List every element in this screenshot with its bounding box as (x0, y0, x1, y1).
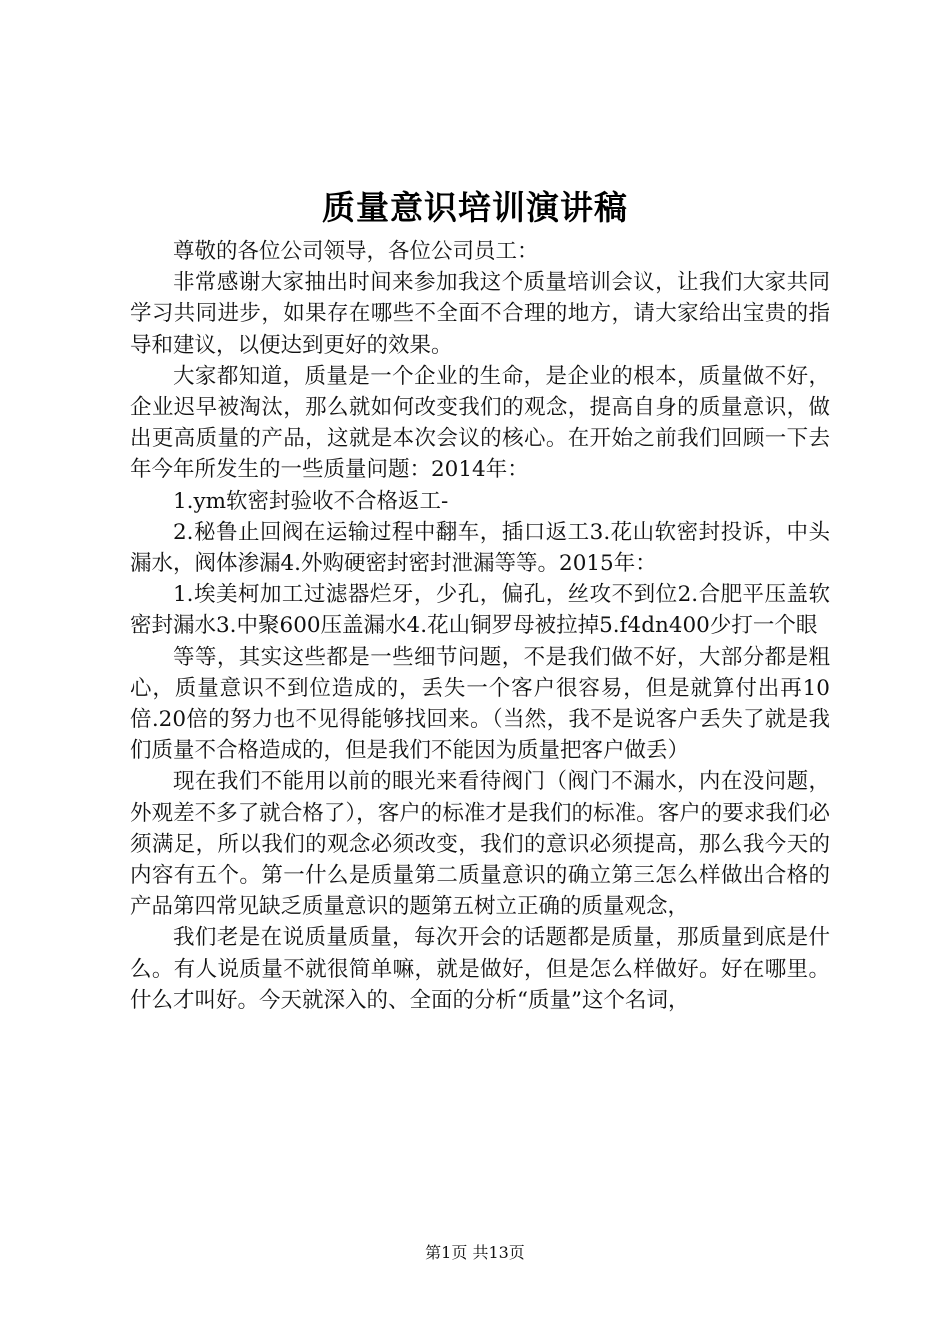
list-paragraph: 2.秘鲁止回阀在运输过程中翻车，插口返工3.花山软密封投诉，中头漏水，阀体渗漏4.外购硬密封密封泄漏等等。2015年： (130, 519, 830, 577)
document-body (130, 236, 830, 1016)
salutation-paragraph: 尊敬的各位公司领导，各位公司员工： (173, 239, 539, 264)
list-paragraph: 1.埃美柯加工过滤器烂牙，少孔，偏孔，丝攻不到位2.合肥平压盖软密封漏水3.中聚600压盖漏水4.花山铜罗母被拉掉5.f4dn400少打一个眼 (130, 582, 830, 639)
body-paragraph: 大家都知道，质量是一个企业的生命，是企业的根本，质量做不好，企业迟早被淘汰，那么就如何改变我们的观念，提高自身的质量意识，做出更高质量的产品，这就是本次会议的核心。在开始之前我们回顾一下去年今年所发生的一些质量问题：2014年： (130, 363, 830, 483)
document-title: 质量意识培训演讲稿 (322, 188, 628, 227)
body-paragraph: 我们老是在说质量质量，每次开会的话题都是质量，那质量到底是什么。有人说质量不就很简单嘛，就是做好，但是怎么样做好。好在哪里。什么才叫好。今天就深入的、全面的分析“质量”这个名词， (130, 925, 830, 1013)
body-paragraph: 等等，其实这些都是一些细节问题，不是我们做不好，大部分都是粗心，质量意识不到位造成的，丢失一个客户很容易，但是就算付出再10倍.20倍的努力也不见得能够找回来。（当然，我不是说客户丢失了就是我们质量不合格造成的，但是我们不能因为质量把客户做丢） (130, 644, 830, 764)
page-number-footer: 第1页 共13页 (425, 1243, 525, 1262)
body-paragraph: 现在我们不能用以前的眼光来看待阀门（阀门不漏水，内在没问题，外观差不多了就合格了），客户的标准才是我们的标准。客户的要求我们必须满足，所以我们的观念必须改变，我们的意识必须提高，那么我今天的内容有五个。第一什么是质量第二质量意识的确立第三怎么样做出合格的产品第四常见缺乏质量意识的题第五树立正确的质量观念， (130, 769, 830, 920)
body-paragraph: 非常感谢大家抽出时间来参加我这个质量培训会议，让我们大家共同学习共同进步，如果存在哪些不全面不合理的地方，请大家给出宝贵的指导和建议，以便达到更好的效果。 (130, 270, 830, 358)
list-paragraph: 1.ym软密封验收不合格返工- (173, 488, 449, 514)
